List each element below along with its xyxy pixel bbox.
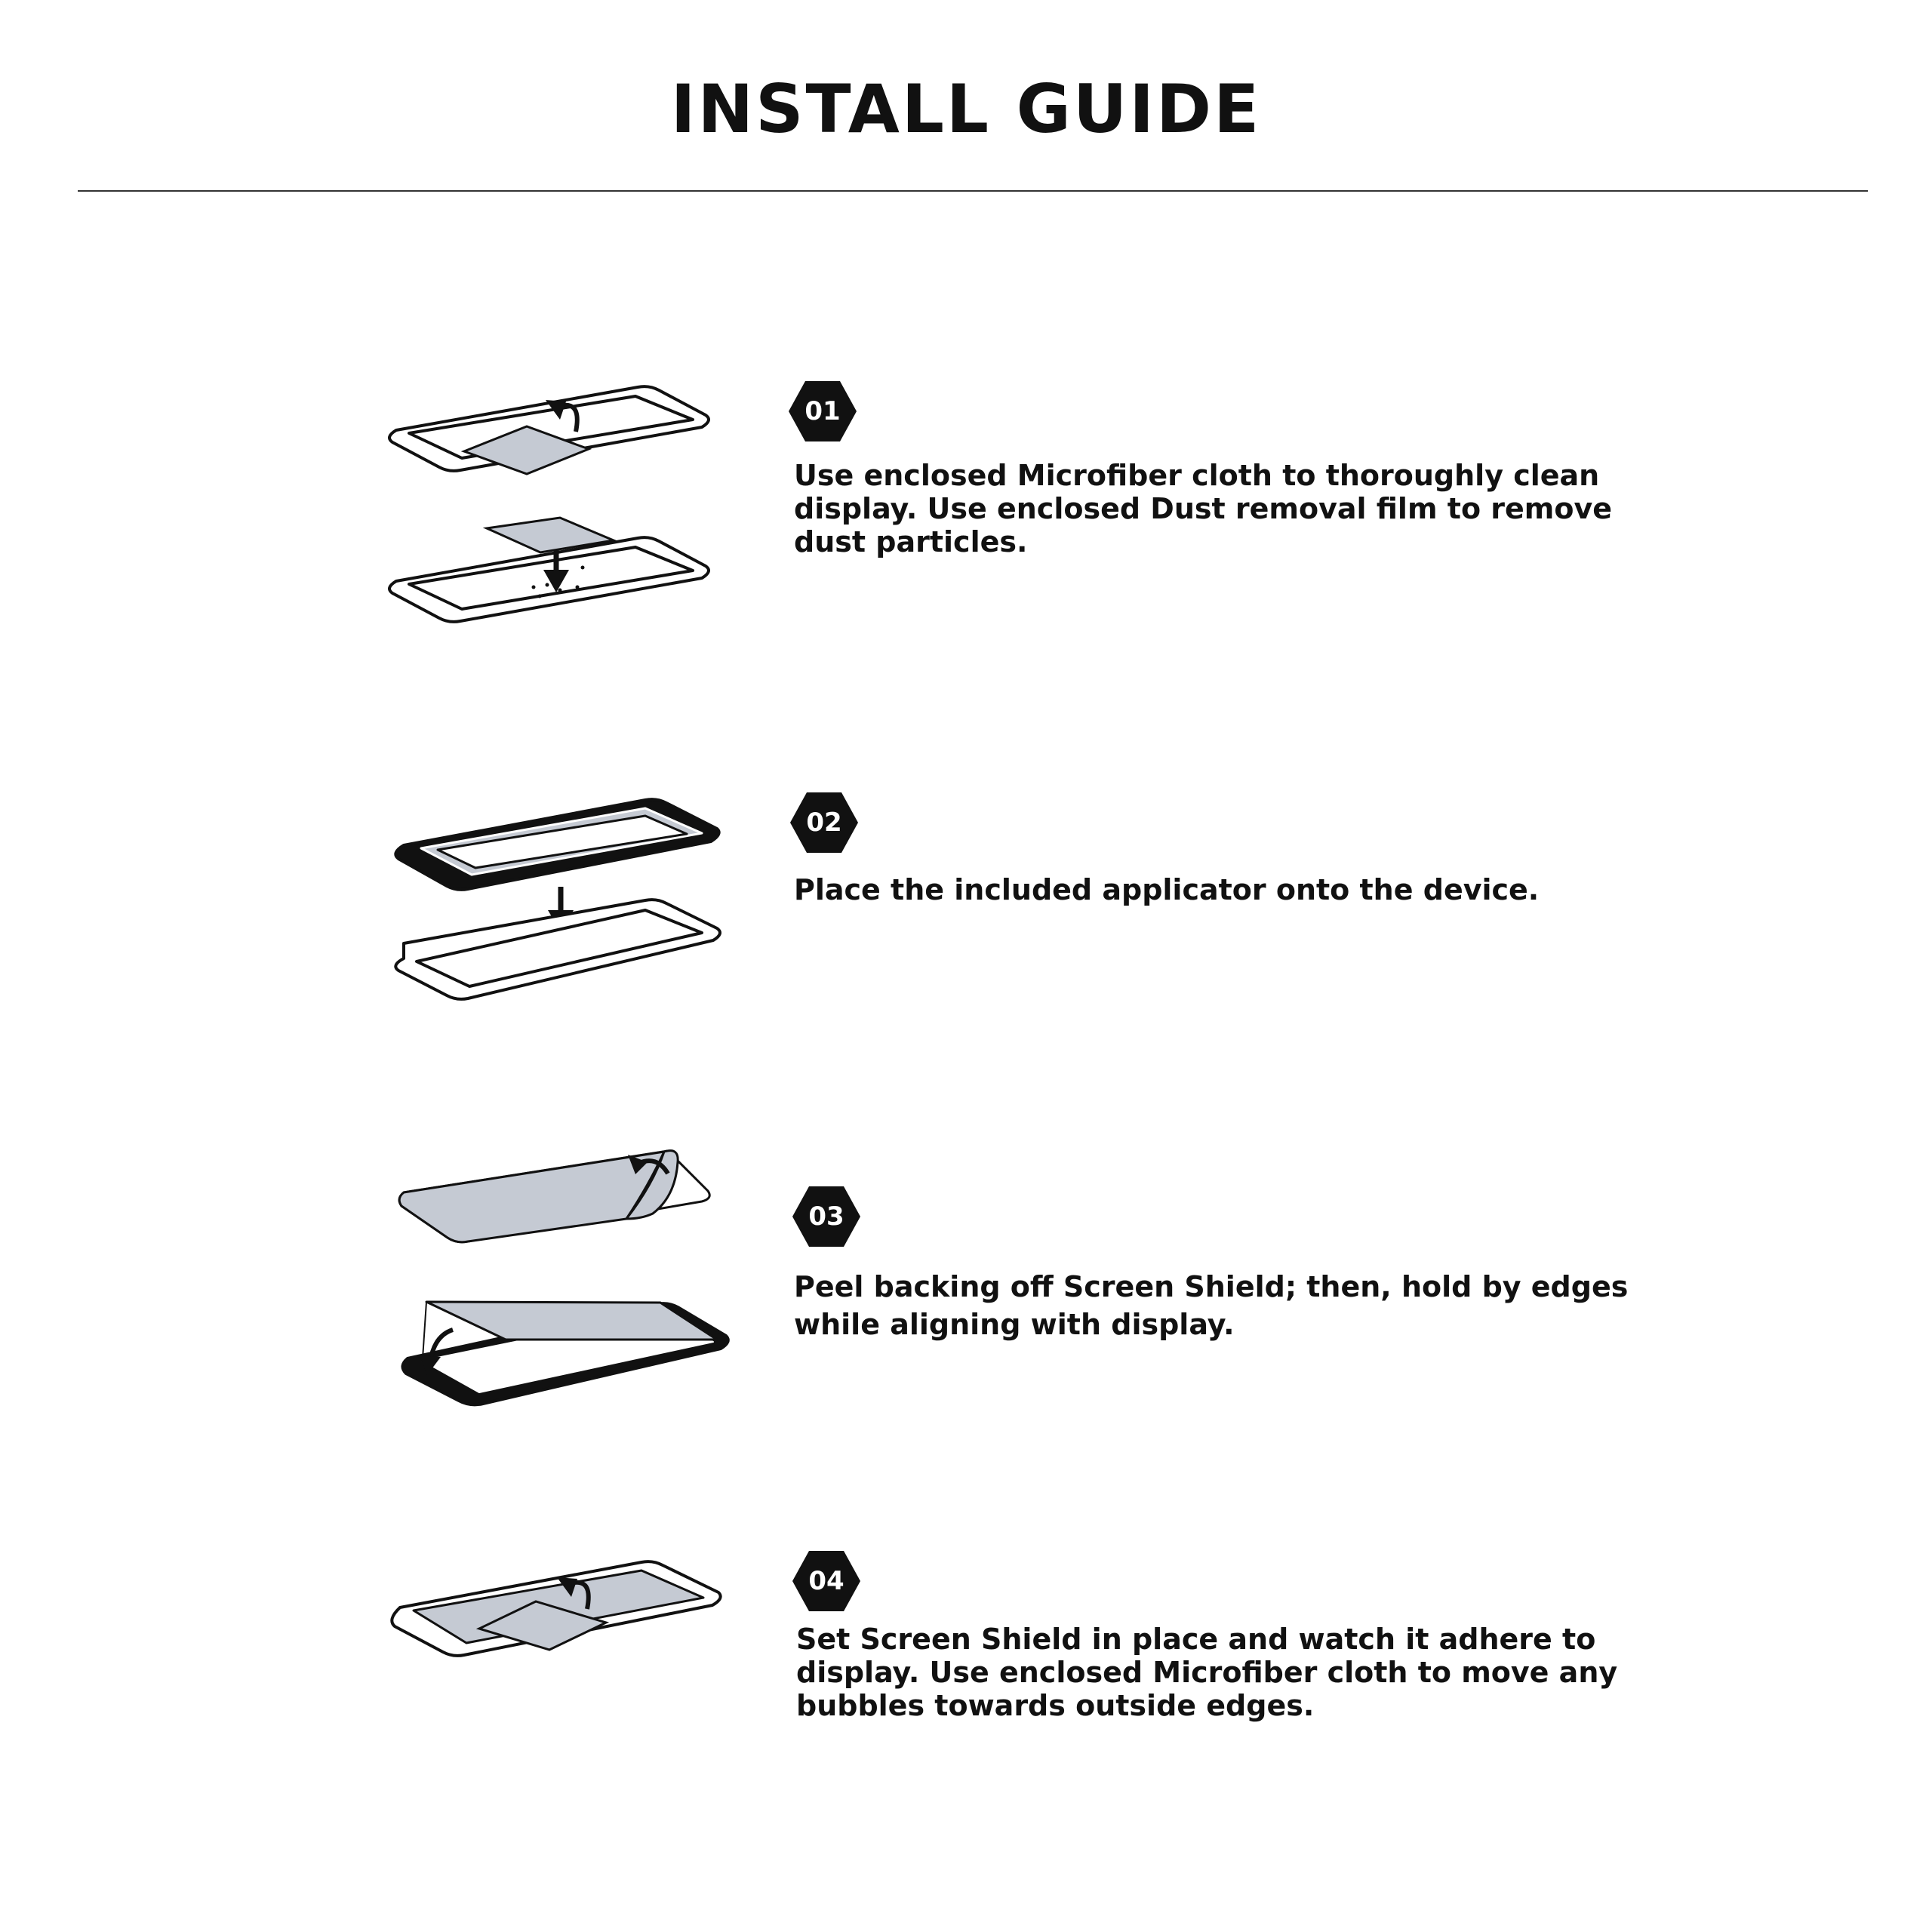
title-divider <box>78 190 1868 192</box>
page-title: INSTALL GUIDE <box>670 70 1262 148</box>
applicator-icon <box>395 799 718 890</box>
step-04-text: Set Screen Shield in place and watch it adhere to display. Use enclosed Microfiber cloth to move any bubbles towards outside edges. <box>796 1623 1618 1722</box>
step-03-badge <box>792 1186 860 1247</box>
step-01-illustration <box>362 370 740 672</box>
step-03-illustration <box>377 1132 755 1419</box>
step-01-badge <box>789 381 857 441</box>
step-02-badge <box>790 792 858 853</box>
step-04-badge <box>792 1551 860 1611</box>
step-02-illustration <box>370 785 747 1026</box>
step-number: 04 <box>808 1566 844 1596</box>
step-03-text: Peel backing off Screen Shield; then, hold by edges while aligning with display. <box>794 1270 1629 1341</box>
step-02-text: Place the included applicator onto the device. <box>794 873 1540 906</box>
step-number: 02 <box>806 808 842 838</box>
step-number: 03 <box>808 1201 844 1232</box>
step-01-text: Use enclosed Microfiber cloth to thoroughly clean display. Use enclosed Dust removal film to remove dust particles. <box>794 459 1613 558</box>
phone-icon <box>395 900 720 999</box>
step-04-illustration <box>377 1547 740 1713</box>
step-number: 01 <box>804 396 841 426</box>
